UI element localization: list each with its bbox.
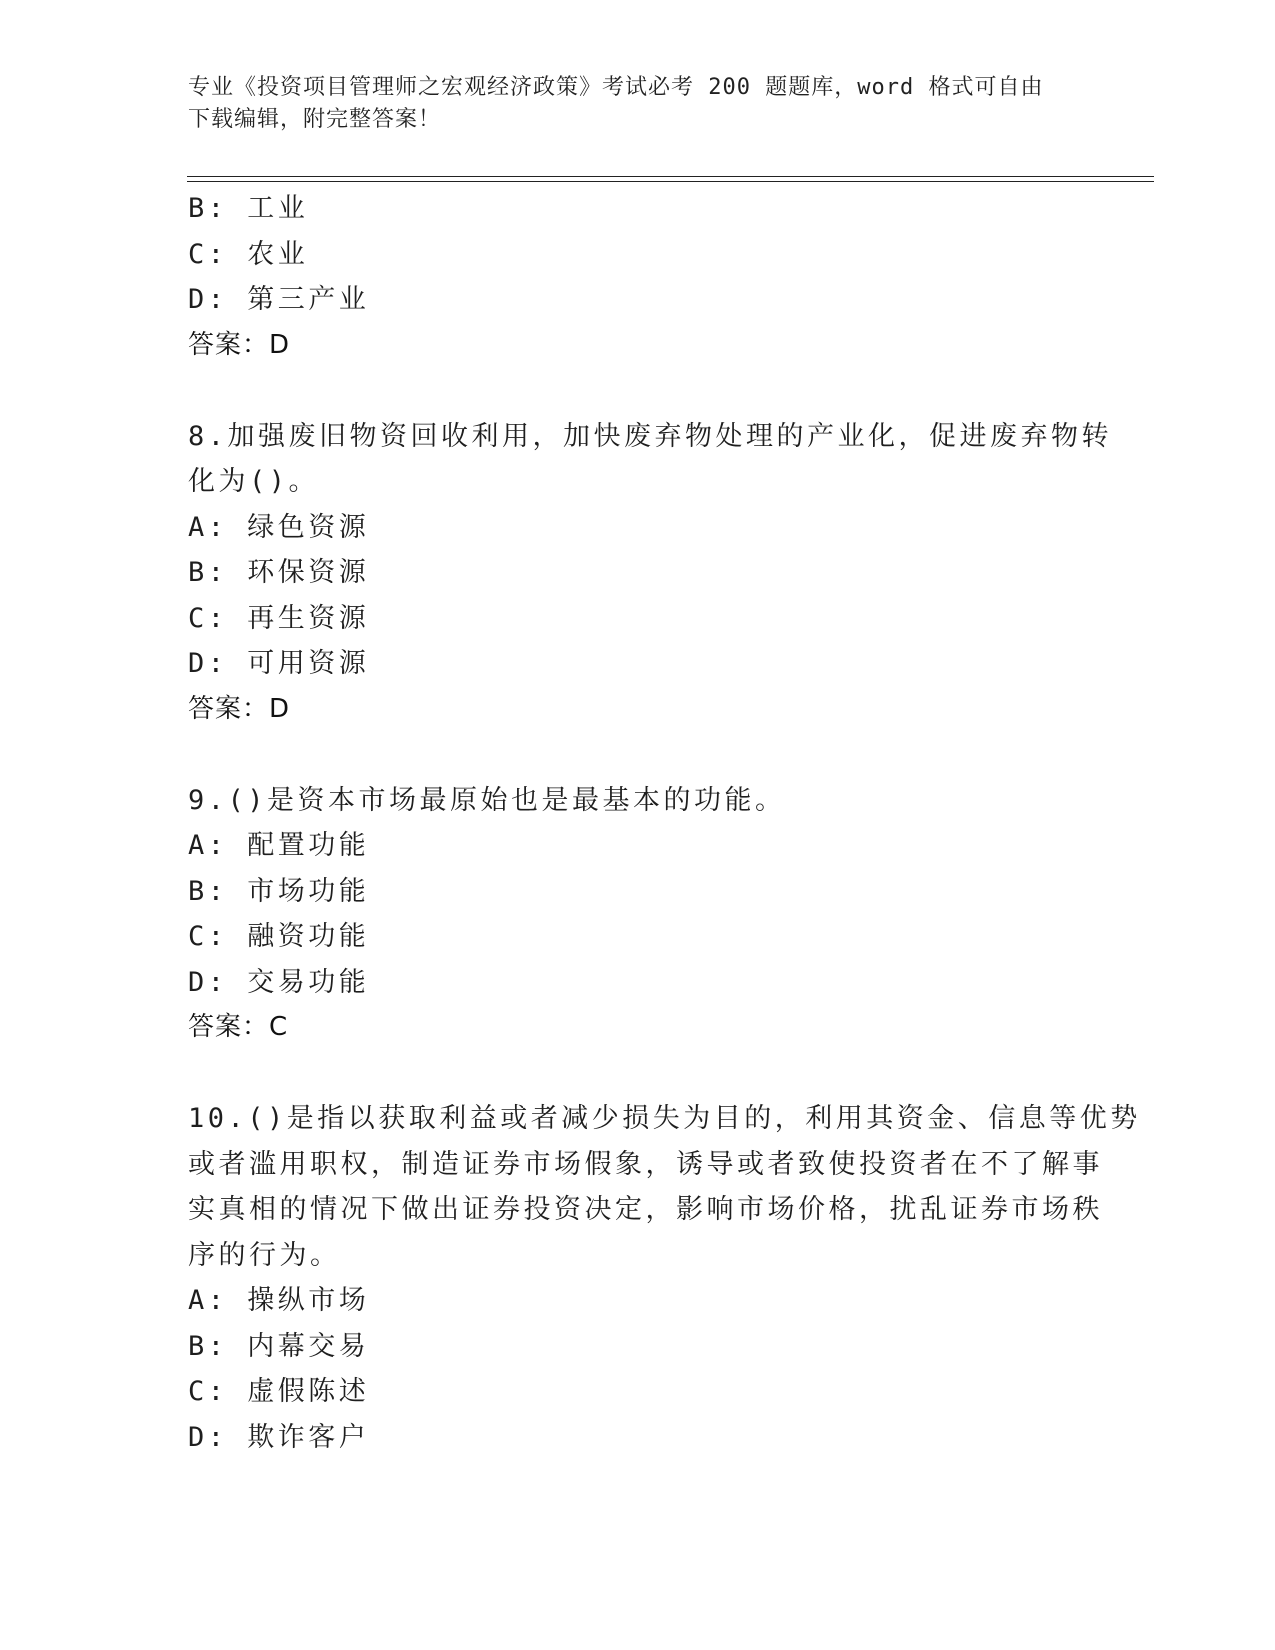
question-8 (188, 414, 1113, 733)
option-c: C: 农业 (188, 238, 309, 270)
option-c: C: 再生资源 (188, 602, 370, 634)
option-c: C: 虚假陈述 (188, 1376, 370, 1407)
option-a: A: 操纵市场 (188, 1285, 370, 1316)
option-a: A: 绿色资源 (188, 511, 370, 543)
option-b: B: 内幕交易 (188, 1330, 370, 1362)
answer-label: 答案：C (188, 1012, 289, 1042)
spacer (188, 1051, 1088, 1097)
option-d: D: 可用资源 (188, 648, 370, 679)
question-stem-line: 8.加强废旧物资回收利用，加快废弃物处理的产业化，促进废弃物转 (188, 420, 1113, 452)
option-c: C: 融资功能 (188, 921, 370, 952)
option-d: D: 交易功能 (188, 966, 370, 998)
answer-label: 答案：D (188, 693, 291, 724)
question-10 (188, 1096, 1141, 1460)
spacer (188, 368, 1088, 414)
option-b: B: 市场功能 (188, 875, 370, 907)
question-7-continued (188, 186, 1088, 368)
question-stem-line: 或者滥用职权，制造证券市场假象，诱导或者致使投资者在不了解事 (188, 1148, 1103, 1180)
question-list (188, 186, 1141, 1460)
option-d: D: 第三产业 (188, 284, 370, 315)
question-stem-line: 9.()是资本市场最原始也是最基本的功能。 (188, 784, 786, 816)
spacer (188, 732, 1088, 778)
option-a: A: 配置功能 (188, 830, 370, 861)
header-line-2: 下载编辑，附完整答案！ (188, 107, 442, 132)
option-d: D: 欺诈客户 (188, 1421, 370, 1453)
header-line-1: 专业《投资项目管理师之宏观经济政策》考试必考 200 题题库，word 格式可自由 (188, 75, 1044, 100)
header-divider-bottom (187, 181, 1154, 182)
question-stem-line: 实真相的情况下做出证券投资决定，影响市场价格，扰乱证券市场秩 (188, 1194, 1103, 1225)
option-b: B: 环保资源 (188, 557, 370, 588)
answer-label: 答案：D (188, 329, 291, 360)
question-stem-line: 10.()是指以获取利益或者减少损失为目的，利用其资金、信息等优势 (188, 1103, 1141, 1134)
page-header (188, 72, 1068, 136)
question-stem-line: 化为()。 (188, 466, 320, 497)
header-divider-top (187, 176, 1154, 177)
option-b: B: 工业 (188, 193, 309, 224)
question-stem-line: 序的行为。 (188, 1239, 341, 1271)
question-9 (188, 778, 1088, 1051)
